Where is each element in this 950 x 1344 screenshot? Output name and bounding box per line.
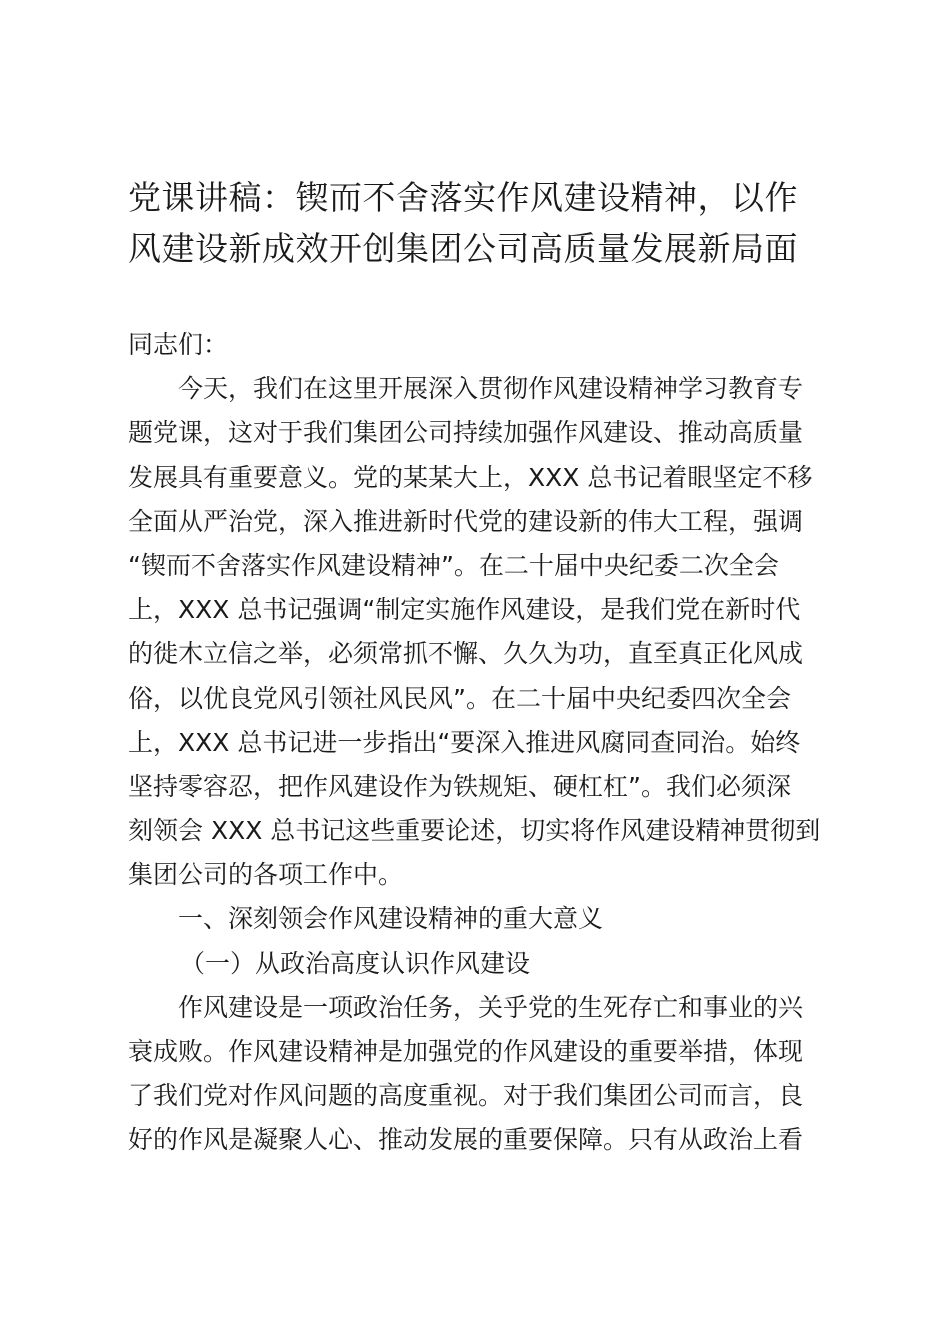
- paragraph-line: 好的作风是凝聚人心、推动发展的重要保障。只有从政治上看: [128, 1125, 804, 1155]
- paragraph-line: 题党课，这对于我们集团公司持续加强作风建设、推动高质量: [128, 418, 804, 448]
- paragraph-line: 了我们党对作风问题的高度重视。对于我们集团公司而言，良: [128, 1081, 804, 1111]
- paragraph-line: 坚持零容忍，把作风建设作为铁规矩、硬杠杠”。我们必须深: [128, 771, 791, 801]
- section-heading: 一、深刻领会作风建设精神的重大意义: [178, 904, 604, 934]
- paragraph-line: 发展具有重要意义。党的某某大上，XXX 总书记着眼坚定不移: [128, 462, 813, 492]
- document-body: [128, 323, 834, 1163]
- paragraph-line: 上，XXX 总书记进一步指出“要深入推进风腐同查同治。始终: [128, 727, 801, 757]
- paragraph-line: 俗，以优良党风引领社风民风”。在二十届中央纪委四次全会: [128, 683, 791, 713]
- paragraph-section: [128, 986, 834, 1163]
- paragraph-line: 全面从严治党，深入推进新时代党的建设新的伟大工程，强调: [128, 506, 804, 536]
- paragraph-line: 衰成败。作风建设精神是加强党的作风建设的重要举措，体现: [128, 1037, 804, 1066]
- document-title: [128, 172, 834, 274]
- salutation: 同志们：: [128, 330, 229, 359]
- paragraph-line: 刻领会 XXX 总书记这些重要论述，切实将作风建设精神贯彻到: [128, 816, 821, 846]
- paragraph-line: 作风建设是一项政治任务，关乎党的生死存亡和事业的兴: [178, 992, 804, 1022]
- subsection-heading: （一）从政治高度认识作风建设: [180, 948, 531, 978]
- paragraph-line: 上，XXX 总书记强调“制定实施作风建设，是我们党在新时代: [128, 595, 801, 625]
- paragraph-intro: [128, 367, 834, 897]
- paragraph-line: 今天，我们在这里开展深入贯彻作风建设精神学习教育专: [178, 374, 804, 404]
- title-line: 党课讲稿：锲而不舍落实作风建设精神，以作: [128, 178, 798, 217]
- paragraph-line: “锲而不舍落实作风建设精神”。在二十届中央纪委二次全会: [128, 550, 779, 580]
- title-line: 风建设新成效开创集团公司高质量发展新局面: [128, 229, 798, 268]
- paragraph-line: 的徙木立信之举，必须常抓不懈、久久为功，直至真正化风成: [128, 639, 804, 669]
- paragraph-line: 集团公司的各项工作中。: [128, 860, 404, 890]
